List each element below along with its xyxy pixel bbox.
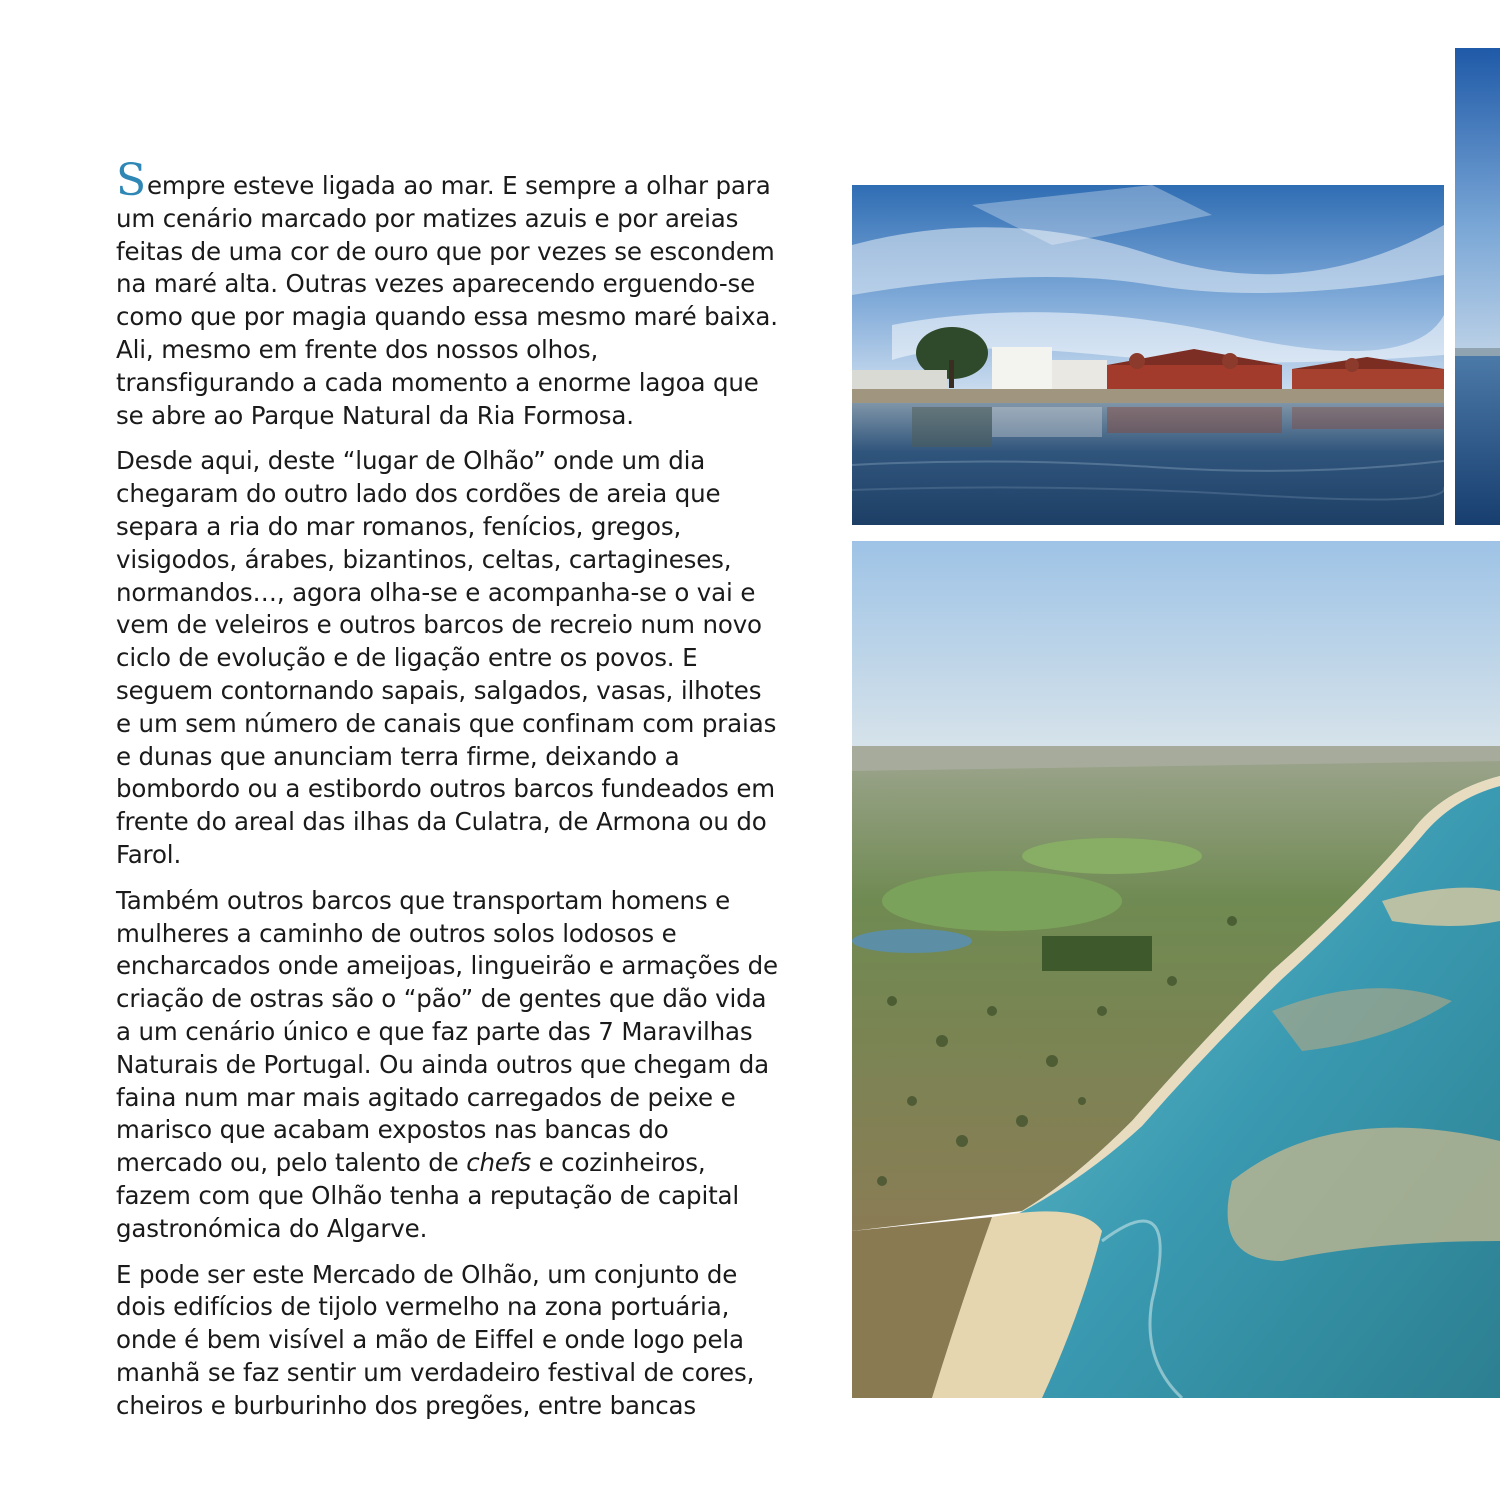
chefs-italic: chefs bbox=[466, 1148, 531, 1178]
harbour-market-photo bbox=[852, 185, 1444, 525]
ria-formosa-aerial-photo bbox=[852, 541, 1500, 1398]
cropped-sea-photo bbox=[1455, 48, 1500, 525]
paragraph-3-text-b: e cozinheiros, fazem com que Olhão tenha a reputação de capital gastronómica do Algarve. bbox=[116, 1148, 740, 1243]
paragraph-4: E pode ser este Mercado de Olhão, um conjunto de dois edifícios de tijolo vermelho na zona portuária, onde é bem visível a mão de Eiffel e onde logo pela manhã se faz sentir um verdadeiro festival de cores, cheiros e burburinho dos pregões, entre bancas bbox=[116, 1259, 755, 1420]
paragraph-1 bbox=[116, 155, 781, 432]
article-body bbox=[116, 155, 781, 1435]
paragraph-3-text-a: Também outros barcos que transportam homens e mulheres a caminho de outros solos lodosos e encharcados onde ameijoas, lingueirão e armações de criação de ostras são o “pão” de gentes que dão vida a um cenário único e que faz parte das 7 Maravilhas Naturais de Portugal. Ou ainda outros que chegam da faina num mar mais agitado carregados de peixe e marisco que acabam expostos nas bancas do mercado ou, pelo talento de bbox=[116, 885, 778, 1178]
paragraph-2: Desde aqui, deste “lugar de Olhão” onde um dia chegaram do outro lado dos cordões de areia que separa a ria do mar romanos, fenícios, gregos, visigodos, árabes, bizantinos, celtas, cartagineses, normandos…, agora olha-se e acompanha-se o vai e vem de veleiros e outros barcos de recreio num novo ciclo de evolução e de ligação entre os povos. E seguem contornando sapais, salgados, vasas, ilhotes e um sem número de canais que confinam com praias e dunas que anunciam terra firme, deixando a bombordo ou a estibordo outros barcos fundeados em frente do areal das ilhas da Culatra, de Armona ou do Farol. bbox=[116, 446, 777, 869]
paragraph-1-text: empre esteve ligada ao mar. E sempre a olhar para um cenário marcado por matizes azuis e por areias feitas de uma cor de ouro que por vezes se escondem na maré alta. Outras vezes aparecendo erguendo-se como que por magia quando essa mesmo maré baixa. Ali, mesmo em frente dos nossos olhos, transfigurando a cada momento a enorme lagoa que se abre ao Parque Natural da Ria Formosa. bbox=[116, 171, 778, 430]
paragraph-3 bbox=[116, 885, 781, 1246]
drop-cap: S bbox=[116, 155, 146, 206]
